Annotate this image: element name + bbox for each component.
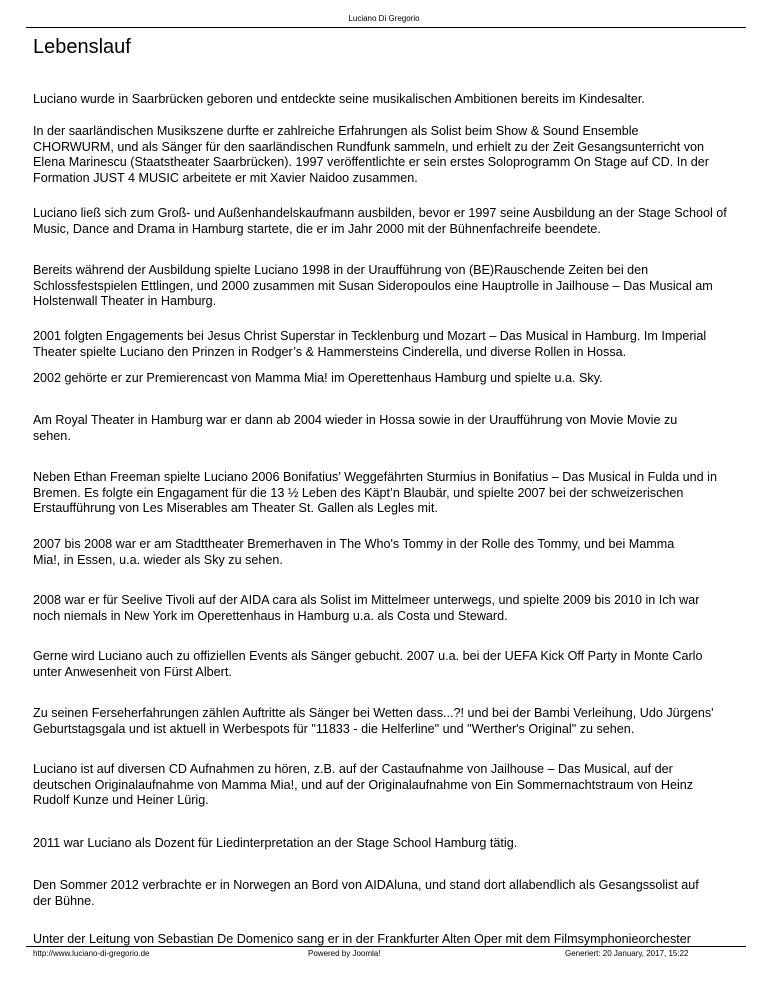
paragraph-line: der Bühne. [33, 893, 95, 908]
paragraph-aidaluna [33, 878, 757, 909]
paragraph-saarland-music-scene [33, 124, 757, 186]
paragraph-line: unter Anwesenheit von Fürst Albert. [33, 664, 232, 679]
paragraph-mamma-mia-premiere [33, 371, 757, 387]
paragraph-line: Luciano ließ sich zum Groß- und Außenhandelskaufmann ausbilden, bevor er 1997 seine Ausbildung an der Stage School of [33, 206, 727, 220]
paragraph-line: Bereits während der Ausbildung spielte Luciano 1998 in der Uraufführung von (BE)Rauschende Zeiten bei den [33, 263, 649, 277]
paragraph-line: 2001 folgten Engagements bei Jesus Christ Superstar in Tecklenburg und Mozart – Das Musical in Hamburg. Im Imperial [33, 329, 707, 343]
paragraph-line: Den Sommer 2012 verbrachte er in Norwegen an Bord von AIDAluna, und stand dort allabendlich als Gesangssolist auf [33, 878, 699, 892]
footer-site-url[interactable]: http://www.luciano-di-gregorio.de [33, 949, 150, 958]
paragraph-2001-engagements [33, 329, 757, 360]
paragraph-education [33, 206, 757, 237]
paragraph-early-roles [33, 263, 757, 310]
paragraph-line: Geburtstagsgala und ist aktuell in Werbespots für "11833 - die Helferline" und "Werther's Original" zu sehen. [33, 721, 635, 736]
paragraph-official-events [33, 649, 757, 680]
paragraph-lecturer [33, 836, 757, 852]
paragraph-line: CHORWURM, und als Sänger für den saarländischen Rundfunk sammeln, und erhielt zu der Zeit Gesangsunterricht von [33, 139, 705, 154]
paragraph-aida-cara [33, 593, 757, 624]
paragraph-line: 2007 bis 2008 war er am Stadttheater Bremerhaven in The Who's Tommy in der Rolle des Tommy, und bei Mamma [33, 537, 675, 551]
paragraph-cd-recordings [33, 762, 757, 809]
paragraph-line: deutschen Originalaufnahme von Mamma Mia!, und auf der Originalaufnahme von Ein Sommernachtstraum von Heinz [33, 777, 694, 792]
paragraph-tv-appearances [33, 706, 757, 737]
paragraph-line: Rudolf Kunze und Heiner Lürig. [33, 793, 209, 807]
paragraph-birth [33, 92, 757, 108]
paragraph-line: Erstaufführung von Les Miserables am Theater St. Gallen als Legles mit. [33, 501, 438, 515]
paragraph-line: Theater spielte Luciano den Prinzen in Rodger’s & Hammersteins Cinderella, und diverse Rollen in Hossa. [33, 344, 627, 359]
paragraph-line: 2008 war er für Seelive Tivoli auf der AIDA cara als Solist im Mittelmeer unterwegs, und spielte 2009 bis 2010 in Ich war [33, 593, 700, 607]
page-title: Lebenslauf [33, 36, 131, 58]
paragraph-royal-theater [33, 413, 757, 444]
paragraph-line: sehen. [33, 428, 71, 443]
paragraph-line: Am Royal Theater in Hamburg war er dann ab 2004 wieder in Hossa sowie in der Uraufführung von Movie Movie zu [33, 413, 678, 427]
paragraph-line: Elena Marinescu (Staatstheater Saarbrücken). 1997 veröffentlichte er sein erstes Soloprogramm On Stage auf CD. In der [33, 155, 709, 169]
paragraph-line: Music, Dance and Drama in Hamburg startete, die er im Jahr 2000 mit der Bühnenfachreife beendete. [33, 221, 601, 236]
paragraph-bonifatius [33, 470, 757, 517]
paragraph-line: 2002 gehörte er zur Premierencast von Mamma Mia! im Operettenhaus Hamburg und spielte u.a. Sky. [33, 371, 603, 385]
paragraph-line: 2011 war Luciano als Dozent für Liedinterpretation an der Stage School Hamburg tätig. [33, 836, 518, 850]
header-divider [26, 27, 746, 28]
paragraph-line: Formation JUST 4 MUSIC arbeitete er mit Xavier Naidoo zusammen. [33, 170, 418, 185]
footer-generated-date: Generiert: 20 January, 2017, 15:22 [565, 949, 689, 958]
paragraph-line: Luciano wurde in Saarbrücken geboren und entdeckte seine musikalischen Ambitionen bereits im Kindesalter. [33, 92, 645, 106]
paragraph-line: Mia!, in Essen, u.a. wieder als Sky zu sehen. [33, 552, 283, 567]
paragraph-line: Bremen. Es folgte ein Engagament für die 13 ½ Leben des Käpt’n Blaubär, und spielte 2007 bei der schweizerischen [33, 485, 684, 500]
site-header-title: Luciano Di Gregorio [348, 14, 420, 23]
paragraph-bremerhaven [33, 537, 757, 568]
paragraph-line: In der saarländischen Musikszene durfte er zahlreiche Erfahrungen als Solist beim Show & Sound Ensemble [33, 124, 639, 138]
paragraph-line: Neben Ethan Freeman spielte Luciano 2006 Bonifatius’ Weggefährten Sturmius in Bonifatius – Das Musical in Fulda und in [33, 470, 717, 484]
footer-divider [26, 946, 746, 947]
paragraph-line: Zu seinen Ferseherfahrungen zählen Auftritte als Sänger bei Wetten dass...?! und bei der Bambi Verleihung, Udo Jürgens' [33, 706, 714, 720]
paragraph-line: noch niemals in New York im Operettenhaus in Hamburg u.a. als Costa und Steward. [33, 608, 508, 623]
paragraph-line: Luciano ist auf diversen CD Aufnahmen zu hören, z.B. auf der Castaufnahme von Jailhouse – Das Musical, auf der [33, 762, 673, 776]
paragraph-line: Unter der Leitung von Sebastian De Domenico sang er in der Frankfurter Alten Oper mit dem Filmsymphonieorchester [33, 932, 691, 946]
paragraph-line: Holstenwall Theater in Hamburg. [33, 294, 217, 308]
footer-powered-by: Powered by Joomla! [308, 949, 381, 958]
paragraph-line: Gerne wird Luciano auch zu offiziellen Events als Sänger gebucht. 2007 u.a. bei der UEFA Kick Off Party in Monte Carlo [33, 649, 703, 663]
paragraph-line: Schlossfestspielen Ettlingen, und 2000 zusammen mit Susan Sideropoulos eine Hauptrolle in Jailhouse – Das Musical am [33, 278, 713, 293]
